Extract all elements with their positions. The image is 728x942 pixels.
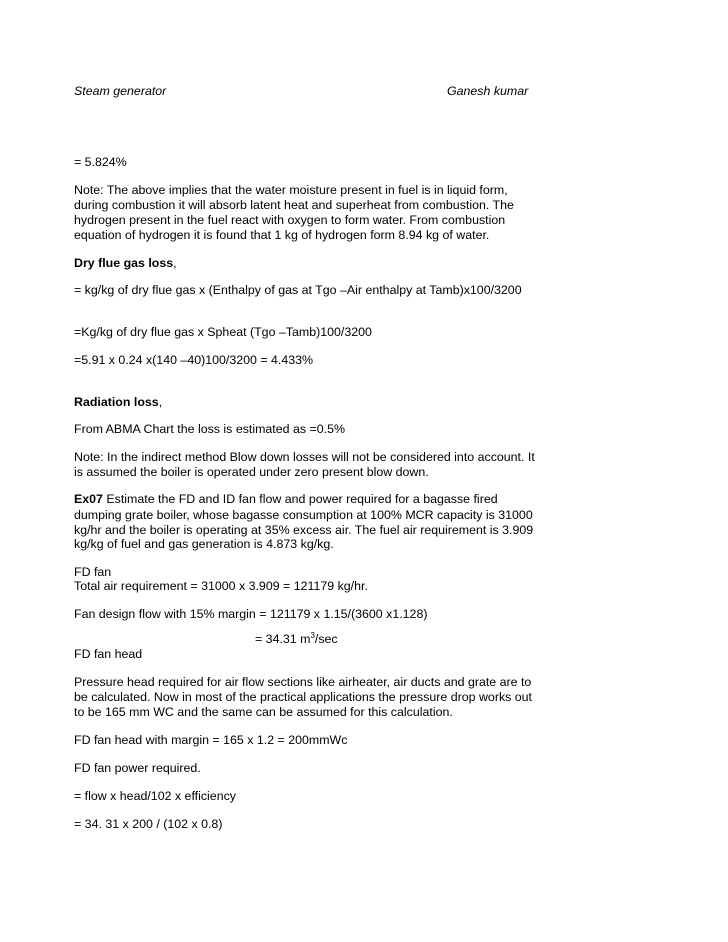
- header-author: Ganesh kumar: [447, 84, 529, 98]
- pressure-line-1: Pressure head required for air flow sections like airheater, air ducts and grate are to: [74, 675, 532, 689]
- radiation-loss-heading-suffix: ,: [158, 395, 163, 409]
- note1-line-4: equation of hydrogen it is found that 1 kg of hydrogen form 8.94 kg of water.: [74, 228, 490, 242]
- note1-line-1: Note: The above implies that the water moisture present in fuel is in liquid form,: [74, 183, 508, 197]
- pressure-line-3: to be 165 mm WC and the same can be assumed for this calculation.: [74, 705, 453, 719]
- dry-flue-gas-heading: [74, 256, 177, 271]
- moisture-result: = 5.824%: [74, 155, 127, 169]
- radiation-loss-heading: [74, 395, 162, 410]
- dry-flue-gas-eq-3: =5.91 x 0.24 x(140 –40)100/3200 = 4.433%: [74, 353, 314, 367]
- dry-flue-gas-heading-text: Dry flue gas loss: [74, 256, 174, 270]
- power-eq-2: = 34. 31 x 200 / (102 x 0.8): [74, 817, 223, 831]
- total-air-requirement: Total air requirement = 31000 x 3.909 = 121179 kg/hr.: [74, 579, 368, 593]
- flow-result-sup: 3: [310, 631, 315, 640]
- radiation-loss-heading-text: Radiation loss: [74, 395, 159, 409]
- fd-fan-head-label: FD fan head: [74, 647, 143, 661]
- pressure-line-2: be calculated. Now in most of the practical applications the pressure drop works out: [74, 690, 532, 704]
- fan-design-flow: Fan design flow with 15% margin = 121179 x 1.15/(3600 x1.128): [74, 607, 428, 621]
- example-line-3: kg/hr and the boiler is operating at 35% excess air. The fuel air requirement is 3.909: [74, 523, 534, 537]
- example-label: Ex07: [74, 492, 103, 506]
- dry-flue-gas-eq-1: = kg/kg of dry flue gas x (Enthalpy of gas at Tgo –Air enthalpy at Tamb)x100/3200: [74, 283, 522, 297]
- flow-result: [255, 632, 338, 647]
- note1-line-3: hydrogen present in the fuel react with oxygen to form water. From combustion: [74, 213, 506, 227]
- flow-result-value: = 34.31 m: [255, 632, 311, 646]
- fan-power-required: FD fan power required.: [74, 761, 201, 775]
- example-line-2: dumping grate boiler, whose bagasse consumption at 100% MCR capacity is 31000: [74, 508, 533, 522]
- example-first-text: Estimate the FD and ID fan flow and power required for a bagasse fired: [102, 492, 498, 506]
- note1-line-2: during combustion it will absorb latent heat and superheat from combustion. The: [74, 198, 514, 212]
- flow-result-unit: /sec: [314, 632, 338, 646]
- example-line-4: kg/kg of fuel and gas generation is 4.873 kg/kg.: [74, 537, 334, 551]
- fd-fan-label: FD fan: [74, 565, 112, 579]
- header-title: Steam generator: [74, 84, 167, 98]
- power-eq-1: = flow x head/102 x efficiency: [74, 789, 236, 803]
- note2-line-1: Note: In the indirect method Blow down losses will not be considered into account. It: [74, 450, 535, 464]
- note2-line-2: is assumed the boiler is operated under zero present blow down.: [74, 465, 429, 479]
- dry-flue-gas-heading-suffix: ,: [173, 256, 177, 270]
- radiation-loss-line: From ABMA Chart the loss is estimated as =0.5%: [74, 422, 345, 436]
- head-with-margin: FD fan head with margin = 165 x 1.2 = 200mmWc: [74, 733, 348, 747]
- example-line-1: [74, 492, 498, 507]
- dry-flue-gas-eq-2: =Kg/kg of dry flue gas x Spheat (Tgo –Tamb)100/3200: [74, 325, 372, 339]
